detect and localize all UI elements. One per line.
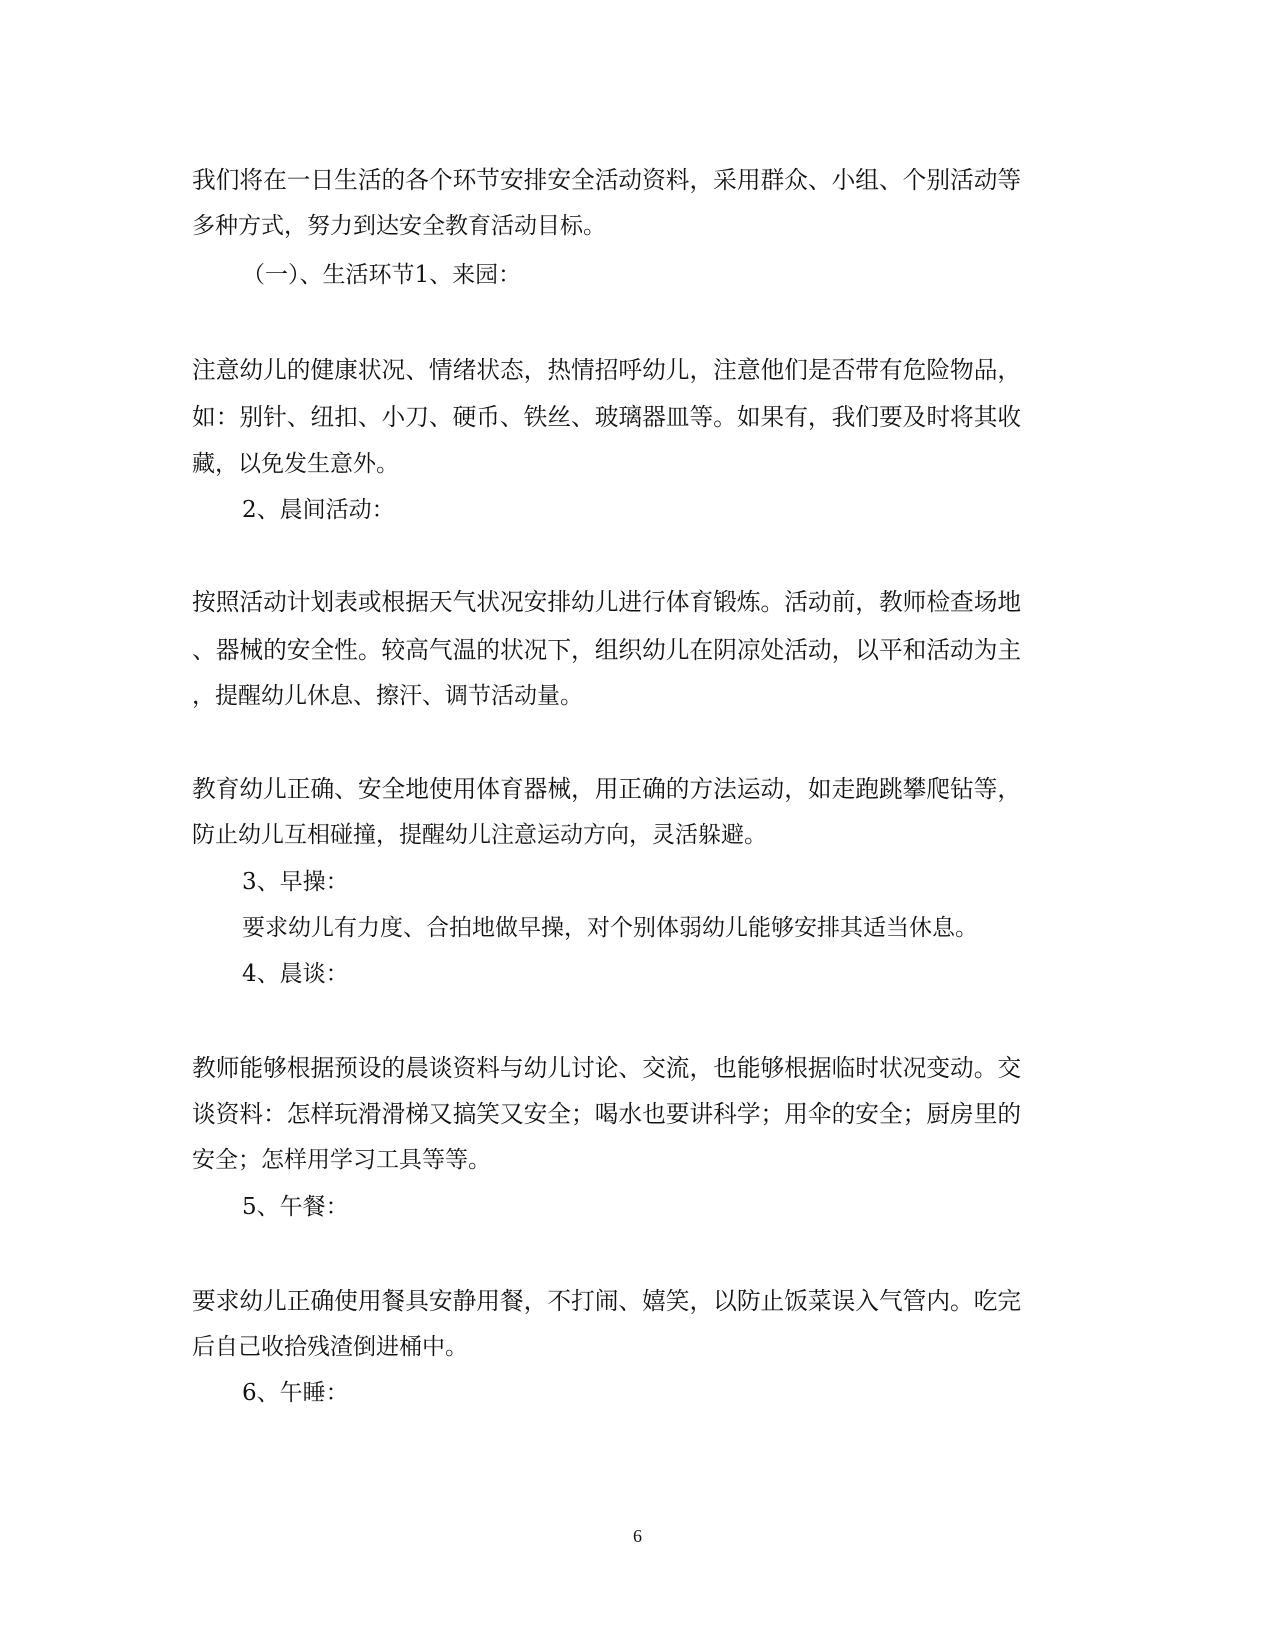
text-line: 4、晨谈： — [242, 961, 349, 987]
text-line: 要求幼儿正确使用餐具安静用餐，不打闹、嬉笑，以防止饭菜误入气管内。吃完 — [192, 1287, 1022, 1315]
text-line: 按照活动计划表或根据天气状况安排幼儿进行体育锻炼。活动前，教师检查场地 — [192, 588, 1022, 616]
text-line: 2、晨间活动： — [242, 497, 395, 523]
text-line: 3、早操： — [242, 869, 349, 895]
text-line: 我们将在一日生活的各个环节安排安全活动资料，采用群众、小组、个别活动等 — [192, 166, 1022, 194]
text-line: 、器械的安全性。较高气温的状况下，组织幼儿在阴凉处活动，以平和活动为主 — [192, 636, 1022, 664]
text-line: 5、午餐： — [242, 1194, 349, 1220]
text-line: 注意幼儿的健康状况、情绪状态，热情招呼幼儿，注意他们是否带有危险物品， — [192, 356, 1022, 384]
text-line: ，提醒幼儿休息、擦汗、调节活动量。 — [192, 683, 583, 709]
text-line: 6、午睡： — [242, 1380, 349, 1406]
text-line: 安全；怎样用学习工具等等。 — [192, 1147, 491, 1173]
text-line: 如：别针、纽扣、小刀、硬币、铁丝、玻璃器皿等。如果有，我们要及时将其收 — [192, 403, 1022, 431]
page-number: 6 — [633, 1526, 642, 1546]
text-line: 教育幼儿正确、安全地使用体育器械，用正确的方法运动，如走跑跳攀爬钻等， — [192, 775, 1022, 803]
text-line: （一）、生活环节1、来园： — [242, 262, 522, 288]
text-line: 防止幼儿互相碰撞，提醒幼儿注意运动方向，灵活躲避。 — [192, 822, 767, 848]
text-line: 要求幼儿有力度、合拍地做早操，对个别体弱幼儿能够安排其适当休息。 — [242, 915, 978, 941]
text-line: 教师能够根据预设的晨谈资料与幼儿讨论、交流，也能够根据临时状况变动。交 — [192, 1054, 1022, 1082]
text-line: 谈资料：怎样玩滑滑梯又搞笑又安全；喝水也要讲科学；用伞的安全；厨房里的 — [192, 1100, 1022, 1128]
text-line: 多种方式，努力到达安全教育活动目标。 — [192, 213, 606, 239]
text-line: 后自己收拾残渣倒进桶中。 — [192, 1334, 468, 1360]
text-line: 藏，以免发生意外。 — [192, 451, 399, 477]
